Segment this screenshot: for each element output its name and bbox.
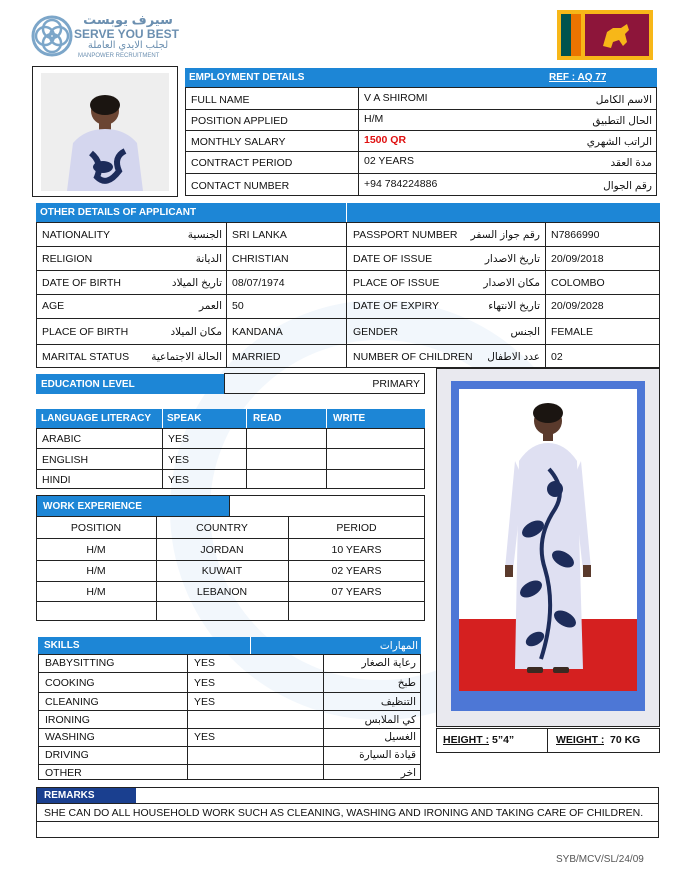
place-of-issue-value: COLOMBO xyxy=(551,276,605,289)
issue-date-value: 20/09/2018 xyxy=(551,252,604,265)
passport-label: PASSPORT NUMBER xyxy=(353,228,458,241)
language-header: LANGUAGE LITERACY xyxy=(41,413,151,424)
issue-date-ar: تاريخ الاصدار xyxy=(484,252,540,265)
brand-name-en: SERVE YOU BEST xyxy=(74,27,179,41)
marital-value: MARRIED xyxy=(232,350,281,363)
skill-washing: WASHING xyxy=(45,731,95,743)
work-row-position: H/M xyxy=(86,544,106,556)
dob-label: DATE OF BIRTH xyxy=(42,276,121,289)
issue-date-label: DATE OF ISSUE xyxy=(353,252,433,265)
skill-washing-ar: الغسيل xyxy=(384,731,416,743)
skill-cleaning-value: YES xyxy=(194,696,216,708)
skill-cooking-ar: طبخ xyxy=(397,677,416,689)
skill-ironing: IRONING xyxy=(45,714,90,726)
contact-label: CONTACT NUMBER xyxy=(191,179,290,192)
applicant-photo-small xyxy=(32,66,178,197)
age-label: AGE xyxy=(42,299,65,312)
religion-label: RELIGION xyxy=(42,252,93,265)
salary-ar: الراتب الشهري xyxy=(586,135,652,148)
children-label: NUMBER OF CHILDREN xyxy=(353,350,473,363)
skill-babysitting: BABYSITTING xyxy=(45,657,115,669)
gender-value: FEMALE xyxy=(551,325,594,338)
education-value: PRIMARY xyxy=(372,378,420,390)
height-value: 5”4” xyxy=(492,734,515,746)
skill-washing-value: YES xyxy=(194,731,216,743)
nationality-label: NATIONALITY xyxy=(42,228,111,241)
weight-value: 70 KG xyxy=(610,734,641,746)
position-label: POSITION APPLIED xyxy=(191,114,288,127)
marital-ar: الحالة الاجتماعية xyxy=(151,350,222,363)
dob-ar: تاريخ الميلاد xyxy=(171,276,222,289)
document-code: SYB/MCV/SL/24/09 xyxy=(556,853,644,865)
passport-ar: رقم جواز السفر xyxy=(470,228,540,241)
company-logo xyxy=(30,10,200,64)
skill-driving-ar: قيادة السيارة xyxy=(359,749,416,761)
work-row-country: KUWAIT xyxy=(201,565,243,577)
work-row-position: H/M xyxy=(86,565,106,577)
expiry-date-ar: تاريخ الانتهاء xyxy=(488,299,540,312)
work-header: WORK EXPERIENCE xyxy=(43,500,142,512)
work-col-position: POSITION xyxy=(70,522,122,534)
education-header: EDUCATION LEVEL xyxy=(41,378,135,390)
contract-value: 02 YEARS xyxy=(364,154,415,167)
salary-value: 1500 QR xyxy=(364,133,407,146)
language-hindi: HINDI xyxy=(42,474,71,486)
position-ar: الحال التطبيق xyxy=(592,114,652,127)
birthplace-ar: مكان الميلاد xyxy=(170,325,222,338)
employment-header: EMPLOYMENT DETAILS xyxy=(189,72,305,83)
language-english-speak: YES xyxy=(168,454,190,466)
skill-cooking-value: YES xyxy=(194,677,216,689)
remarks-text: SHE CAN DO ALL HOUSEHOLD WORK SUCH AS CLEANING, WASHING AND IRONING AND TAKING CARE OF CHILDREN. xyxy=(44,806,644,819)
place-of-issue-ar: مكان الاصدار xyxy=(483,276,540,289)
contract-ar: مدة العقد xyxy=(610,156,652,169)
work-col-period: PERIOD xyxy=(336,522,377,534)
weight-label: WEIGHT : xyxy=(556,734,605,746)
age-value: 50 xyxy=(232,299,244,312)
full-name-value: V A SHIROMI xyxy=(364,91,428,104)
religion-value: CHRISTIAN xyxy=(232,252,289,265)
brand-tagline-ar: لجلب الايدي العاملة xyxy=(87,40,169,51)
skill-cleaning-ar: التنظيف xyxy=(380,696,416,708)
language-speak-header: SPEAK xyxy=(167,413,202,424)
full-name-ar: الاسم الكامل xyxy=(595,93,652,106)
dob-value: 08/07/1974 xyxy=(232,276,285,289)
skill-other: OTHER xyxy=(45,766,82,779)
skill-driving: DRIVING xyxy=(45,749,89,761)
brand-tagline-en: MANPOWER RECRUITMENT xyxy=(78,53,160,59)
nationality-value: SRI LANKA xyxy=(232,228,287,241)
other-details-header: OTHER DETAILS OF APPLICANT xyxy=(40,207,197,218)
full-name-label: FULL NAME xyxy=(191,93,250,106)
language-arabic: ARABIC xyxy=(42,433,82,445)
language-english: ENGLISH xyxy=(42,454,89,466)
position-value: H/M xyxy=(364,112,384,125)
birthplace-value: KANDANA xyxy=(232,325,283,338)
language-arabic-speak: YES xyxy=(168,433,190,445)
work-row-period: 02 YEARS xyxy=(331,565,382,577)
work-row-country: JORDAN xyxy=(200,544,244,556)
gender-ar: الجنس xyxy=(510,325,540,338)
work-row-country: LEBANON xyxy=(196,586,248,598)
logo-rings-icon xyxy=(30,14,74,58)
place-of-issue-label: PLACE OF ISSUE xyxy=(353,276,440,289)
skills-header: SKILLS xyxy=(44,640,80,651)
skill-cooking: COOKING xyxy=(45,677,95,689)
height-label: HEIGHT : xyxy=(443,734,490,746)
age-ar: العمر xyxy=(198,299,222,312)
reference-number: REF : AQ 77 xyxy=(549,72,607,83)
gender-label: GENDER xyxy=(353,325,398,338)
birthplace-label: PLACE OF BIRTH xyxy=(42,325,129,338)
children-ar: عدد الاطفال xyxy=(487,350,540,363)
skill-other-ar: اخر xyxy=(400,766,416,779)
remarks-header: REMARKS xyxy=(44,790,95,801)
skill-babysitting-ar: رعاية الصغار xyxy=(361,657,416,669)
contact-value: +94 784224886 xyxy=(364,177,438,190)
work-row-position: H/M xyxy=(86,586,106,598)
expiry-date-value: 20/09/2028 xyxy=(551,299,604,312)
brand-name-ar: سيرف يوبست xyxy=(83,12,173,27)
skills-header-ar: المهارات xyxy=(379,639,418,652)
religion-ar: الديانة xyxy=(195,252,222,265)
sri-lanka-flag-icon xyxy=(557,10,653,60)
skill-babysitting-value: YES xyxy=(194,657,216,669)
language-write-header: WRITE xyxy=(333,413,366,424)
language-hindi-speak: YES xyxy=(168,474,190,486)
salary-label: MONTHLY SALARY xyxy=(191,135,286,148)
children-value: 02 xyxy=(551,350,563,363)
contact-ar: رقم الجوال xyxy=(603,179,652,192)
marital-label: MARITAL STATUS xyxy=(42,350,130,363)
skill-ironing-ar: كي الملابس xyxy=(364,714,416,726)
nationality-ar: الجنسية xyxy=(187,228,222,241)
passport-value: N7866990 xyxy=(551,228,600,241)
work-row-period: 10 YEARS xyxy=(331,544,382,556)
expiry-date-label: DATE OF EXPIRY xyxy=(353,299,439,312)
language-read-header: READ xyxy=(253,413,282,424)
work-col-country: COUNTRY xyxy=(196,522,248,534)
skill-cleaning: CLEANING xyxy=(45,696,99,708)
work-row-period: 07 YEARS xyxy=(331,586,382,598)
contract-label: CONTRACT PERIOD xyxy=(191,156,293,169)
applicant-photo-full xyxy=(436,368,660,727)
